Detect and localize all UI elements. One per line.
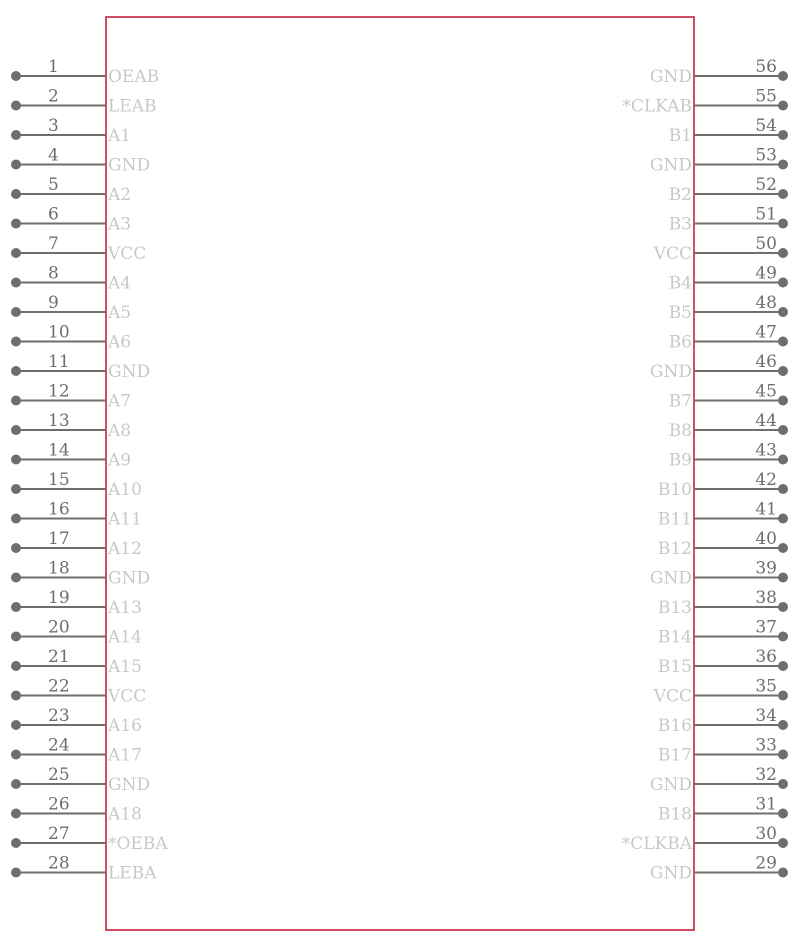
pin-label: A5 [108, 303, 132, 323]
pin-end-dot [11, 337, 21, 347]
pin-label: A15 [108, 657, 142, 677]
pin-end-dot [778, 455, 788, 465]
pin-label: A16 [108, 716, 142, 736]
pin-number: 50 [755, 234, 777, 254]
pin-number: 3 [48, 116, 59, 136]
pin-number: 31 [755, 794, 777, 815]
pin-51 [669, 205, 788, 235]
ic-body-outline [106, 17, 694, 930]
pin-49 [669, 264, 788, 294]
pin-end-dot [11, 160, 21, 170]
pin-label: A9 [108, 450, 132, 471]
pin-label: *CLKBA [621, 834, 692, 854]
pin-end-dot [11, 779, 21, 789]
pin-10 [11, 323, 131, 353]
pin-number: 47 [755, 322, 777, 343]
pin-number: 52 [755, 175, 777, 195]
pin-number: 56 [755, 57, 777, 77]
pin-end-dot [11, 750, 21, 760]
pin-label: A17 [108, 745, 142, 766]
pin-label: GND [649, 568, 692, 589]
pin-number: 34 [755, 706, 777, 726]
pin-label: B6 [668, 332, 692, 353]
pin-41 [658, 500, 788, 530]
pin-end-dot [778, 484, 788, 494]
pin-number: 35 [755, 676, 777, 697]
pin-label: GND [108, 155, 151, 176]
pin-label: B8 [668, 421, 692, 441]
pin-33 [658, 736, 788, 766]
pin-label: GND [649, 67, 692, 87]
pin-25 [11, 765, 150, 795]
pin-11 [11, 352, 150, 382]
pin-end-dot [778, 101, 788, 111]
pin-end-dot [11, 838, 21, 848]
pin-end-dot [778, 248, 788, 258]
pin-label: B18 [657, 804, 692, 825]
pin-end-dot [778, 543, 788, 553]
pin-number: 46 [755, 352, 777, 372]
pin-number: 55 [755, 86, 777, 107]
pin-label: *CLKAB [622, 96, 692, 117]
pin-end-dot [11, 602, 21, 612]
pin-number: 48 [755, 293, 777, 313]
pin-number: 22 [48, 676, 70, 697]
pin-20 [11, 618, 142, 648]
pin-end-dot [778, 219, 788, 229]
pin-number: 45 [755, 381, 777, 402]
pin-label: B15 [657, 657, 692, 677]
pin-3 [11, 116, 131, 146]
pin-end-dot [778, 809, 788, 819]
pin-number: 44 [755, 411, 777, 431]
pin-36 [658, 647, 788, 677]
pin-end-dot [778, 691, 788, 701]
pin-end-dot [11, 809, 21, 819]
pin-label: GND [649, 775, 692, 795]
left-pin-group [11, 57, 168, 884]
pin-end-dot [778, 130, 788, 140]
pin-42 [658, 470, 788, 500]
pin-43 [669, 441, 788, 471]
pin-number: 28 [48, 853, 70, 874]
pin-12 [11, 382, 131, 412]
pin-number: 33 [755, 735, 777, 756]
pin-52 [669, 175, 788, 205]
pin-number: 14 [48, 440, 70, 461]
pin-label: A14 [108, 627, 142, 648]
pin-label: B3 [668, 214, 692, 235]
pin-46 [650, 352, 788, 382]
pin-31 [658, 795, 788, 825]
pin-label: VCC [108, 244, 147, 264]
pin-40 [658, 529, 788, 559]
pin-6 [11, 205, 131, 235]
pin-number: 25 [48, 765, 70, 785]
pin-end-dot [11, 543, 21, 553]
pin-number: 40 [755, 529, 777, 549]
pin-number: 1 [48, 57, 59, 77]
pin-13 [11, 411, 131, 441]
pin-end-dot [778, 602, 788, 612]
pin-end-dot [778, 779, 788, 789]
pin-label: A6 [108, 332, 132, 353]
pin-number: 11 [48, 352, 70, 372]
pin-end-dot [11, 71, 21, 81]
pin-39 [650, 559, 788, 589]
pin-label: A13 [108, 598, 142, 618]
pin-number: 26 [48, 794, 70, 815]
pin-56 [650, 57, 788, 87]
pin-end-dot [778, 278, 788, 288]
pin-53 [650, 146, 788, 176]
pin-label: B5 [668, 303, 692, 323]
pin-label: GND [108, 568, 151, 589]
pin-9 [11, 293, 131, 323]
pin-end-dot [778, 838, 788, 848]
pin-label: B10 [657, 480, 692, 500]
pin-24 [11, 736, 142, 766]
pin-end-dot [11, 425, 21, 435]
pin-end-dot [778, 366, 788, 376]
pin-16 [11, 500, 142, 530]
pin-end-dot [778, 514, 788, 524]
pin-number: 36 [755, 647, 777, 667]
pin-37 [658, 618, 788, 648]
pin-end-dot [11, 101, 21, 111]
pin-label: LEAB [108, 96, 157, 117]
pin-19 [11, 588, 142, 618]
pin-number: 30 [755, 824, 777, 844]
pin-label: A18 [108, 804, 142, 825]
pin-label: B4 [668, 273, 692, 294]
pin-29 [650, 854, 788, 884]
pin-end-dot [11, 573, 21, 583]
pin-number: 49 [755, 263, 777, 284]
pin-end-dot [11, 366, 21, 376]
pin-number: 9 [48, 293, 59, 313]
pin-15 [11, 470, 142, 500]
pin-number: 20 [48, 617, 70, 638]
pin-number: 7 [48, 234, 59, 254]
pin-end-dot [11, 484, 21, 494]
pin-number: 51 [755, 204, 777, 225]
pin-end-dot [11, 455, 21, 465]
pin-27 [11, 824, 168, 854]
pin-number: 54 [755, 116, 777, 136]
pin-number: 23 [48, 706, 70, 726]
pin-number: 29 [755, 853, 777, 874]
pin-30 [622, 824, 788, 854]
pin-label: B2 [668, 185, 692, 205]
pin-number: 27 [48, 824, 70, 844]
pin-end-dot [11, 720, 21, 730]
pin-2 [11, 87, 156, 117]
pin-number: 32 [755, 765, 777, 785]
pin-end-dot [778, 750, 788, 760]
pin-end-dot [11, 661, 21, 671]
pin-end-dot [778, 189, 788, 199]
pin-end-dot [11, 307, 21, 317]
pin-label: B13 [657, 598, 692, 618]
pin-end-dot [778, 632, 788, 642]
pin-1 [11, 57, 159, 87]
pin-end-dot [11, 130, 21, 140]
pin-number: 39 [755, 558, 777, 579]
pin-end-dot [11, 219, 21, 229]
pin-number: 13 [48, 411, 70, 431]
pin-end-dot [778, 573, 788, 583]
pin-label: GND [649, 362, 692, 382]
pin-end-dot [778, 337, 788, 347]
pin-label: A4 [108, 273, 132, 294]
pin-label: B7 [668, 391, 692, 412]
pin-end-dot [778, 71, 788, 81]
pin-55 [622, 87, 788, 117]
pin-number: 10 [48, 322, 70, 343]
pin-label: A1 [108, 126, 132, 146]
pin-label: A3 [108, 214, 132, 235]
pin-number: 41 [755, 499, 777, 520]
pin-label: A11 [108, 509, 142, 530]
pin-4 [11, 146, 150, 176]
pin-32 [650, 765, 788, 795]
pin-end-dot [11, 868, 21, 878]
pin-number: 16 [48, 499, 70, 520]
pin-label: A12 [108, 539, 142, 559]
pin-number: 37 [755, 617, 777, 638]
pin-17 [11, 529, 142, 559]
pin-label: A7 [108, 391, 132, 412]
pin-label: B9 [668, 450, 692, 471]
pin-end-dot [778, 720, 788, 730]
pin-end-dot [778, 160, 788, 170]
pin-7 [11, 234, 146, 264]
pin-label: A10 [108, 480, 142, 500]
pin-end-dot [778, 868, 788, 878]
pin-end-dot [11, 248, 21, 258]
pin-28 [11, 854, 157, 884]
pin-label: B16 [657, 716, 692, 736]
pin-label: B1 [668, 126, 692, 146]
pin-label: B11 [657, 509, 692, 530]
pin-5 [11, 175, 131, 205]
pin-number: 4 [48, 145, 59, 166]
pin-number: 43 [755, 440, 777, 461]
pin-label: GND [649, 863, 692, 884]
pin-label: *OEBA [108, 834, 168, 854]
pin-48 [669, 293, 788, 323]
pin-number: 21 [48, 647, 70, 667]
pin-label: GND [108, 362, 151, 382]
pin-18 [11, 559, 150, 589]
pin-end-dot [778, 396, 788, 406]
pin-26 [11, 795, 142, 825]
pin-label: B14 [657, 627, 692, 648]
pin-number: 6 [48, 204, 59, 225]
pin-14 [11, 441, 131, 471]
pin-47 [669, 323, 788, 353]
pin-number: 19 [48, 588, 70, 608]
pin-end-dot [778, 661, 788, 671]
pin-number: 42 [755, 470, 777, 490]
pin-21 [11, 647, 142, 677]
pin-number: 2 [48, 86, 59, 107]
pin-number: 53 [755, 145, 777, 166]
pin-end-dot [11, 396, 21, 406]
pin-50 [653, 234, 788, 264]
pin-label: LEBA [108, 863, 157, 884]
right-pin-group [622, 57, 788, 884]
pin-number: 5 [48, 175, 59, 195]
pin-label: B17 [657, 745, 692, 766]
pin-label: VCC [653, 244, 692, 264]
pin-54 [669, 116, 788, 146]
pin-number: 8 [48, 263, 59, 284]
pin-end-dot [11, 189, 21, 199]
pin-number: 15 [48, 470, 70, 490]
pin-34 [658, 706, 788, 736]
pin-number: 18 [48, 558, 70, 579]
pin-end-dot [11, 278, 21, 288]
pin-label: A8 [108, 421, 132, 441]
pin-23 [11, 706, 142, 736]
pin-end-dot [778, 307, 788, 317]
pin-end-dot [11, 691, 21, 701]
pin-22 [11, 677, 146, 707]
pin-label: VCC [108, 686, 147, 707]
pin-label: OEAB [108, 67, 160, 87]
pin-44 [669, 411, 788, 441]
pin-38 [658, 588, 788, 618]
pin-number: 17 [48, 529, 70, 549]
pin-label: B12 [657, 539, 692, 559]
pin-45 [669, 382, 788, 412]
pin-end-dot [11, 632, 21, 642]
pin-label: GND [108, 775, 151, 795]
pin-number: 12 [48, 381, 70, 402]
pin-number: 24 [48, 735, 70, 756]
pin-end-dot [778, 425, 788, 435]
pin-35 [653, 677, 788, 707]
pin-label: VCC [653, 686, 692, 707]
pin-label: GND [649, 155, 692, 176]
pin-number: 38 [755, 588, 777, 608]
pin-label: A2 [108, 185, 132, 205]
pin-end-dot [11, 514, 21, 524]
pin-8 [11, 264, 131, 294]
